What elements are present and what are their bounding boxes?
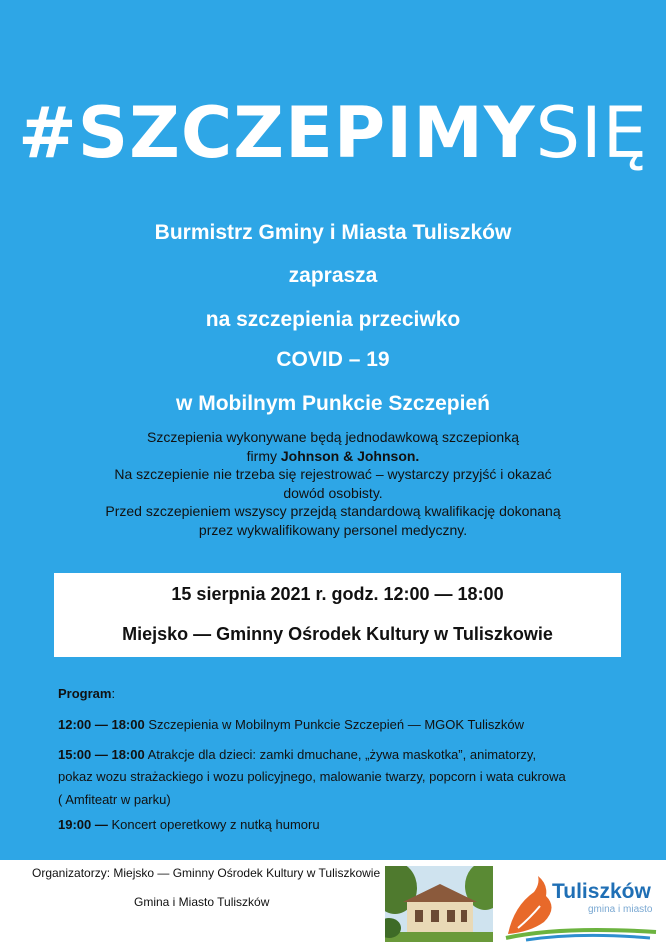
campaign-hashtag	[0, 88, 666, 178]
headline-line-4: COVID – 19	[276, 348, 390, 371]
vaccine-brand: Johnson & Johnson.	[280, 447, 420, 464]
info-line-6: przez wykwalifikowany personel medyczny.	[198, 521, 468, 538]
program-item-2-line-2: pokaz wozu strażackiego i wozu policyjnego, malowanie twarzy, popcorn i wata cukrowa	[58, 769, 566, 784]
program-item-2-text: Atrakcje dla dzieci: zamki dmuchane, „żywa maskotka”, animatorzy,	[144, 747, 537, 762]
venue-photo	[385, 866, 493, 942]
logo-name: Tuliszków	[552, 880, 651, 903]
logo-subtitle: gmina i miasto	[588, 904, 653, 915]
info-line-3: Na szczepienie nie trzeba się rejestrować – wystarczy przyjść i okazać	[114, 466, 552, 482]
info-line-4: dowód osobisty.	[283, 484, 383, 501]
info-line-5: Przed szczepieniem wszyscy przejdą standardową kwalifikację dokonaną	[105, 503, 561, 519]
program-item-3-time: 19:00 —	[58, 817, 108, 832]
headline-line-5: w Mobilnym Punkcie Szczepień	[176, 392, 490, 415]
info-line-2-prefix: firmy	[246, 447, 281, 464]
program-item-3	[58, 815, 320, 834]
organizers-label: Organizatorzy:	[32, 866, 111, 880]
program-item-1-time: 12:00 — 18:00	[58, 717, 145, 732]
program-item-1	[58, 715, 524, 734]
headline-line-2: zaprasza	[288, 264, 378, 287]
info-line-2	[60, 447, 606, 466]
program-item-2-line-3: ( Amfiteatr w parku)	[58, 792, 171, 807]
hashtag-bold: #SZCZEPIMY	[18, 92, 536, 174]
venue-building-image	[385, 866, 493, 942]
headline-line-1: Burmistrz Gminy i Miasta Tuliszków	[154, 221, 512, 244]
organizer-2: Gmina i Miasto Tuliszków	[134, 895, 270, 909]
program-item-2-time: 15:00 — 18:00	[58, 747, 145, 762]
program-item-2	[58, 745, 536, 764]
vaccine-info	[60, 428, 606, 539]
program-item-1-text: Szczepienia w Mobilnym Punkcie Szczepień — MGOK Tuliszków	[144, 717, 525, 732]
tuliszkow-logo	[500, 866, 660, 942]
event-box	[54, 573, 621, 657]
event-date: 15 sierpnia 2021 r. godz. 12:00 — 18:00	[171, 584, 504, 604]
organizers-line	[32, 865, 380, 881]
program-label: Program	[58, 686, 112, 701]
program-label-colon: :	[111, 686, 116, 701]
organizer-1: Miejsko — Gminny Ośrodek Kultury w Tuliszkowie	[113, 866, 381, 880]
info-line-1: Szczepienia wykonywane będą jednodawkową szczepionką	[146, 429, 519, 445]
event-venue: Miejsko — Gminny Ośrodek Kultury w Tuliszkowie	[122, 624, 553, 644]
hashtag-thin: SIĘ	[535, 92, 648, 174]
program-heading	[58, 684, 115, 703]
program-item-3-text: Koncert operetkowy z nutką humoru	[107, 817, 320, 832]
headline-line-3: na szczepienia przeciwko	[205, 308, 461, 331]
